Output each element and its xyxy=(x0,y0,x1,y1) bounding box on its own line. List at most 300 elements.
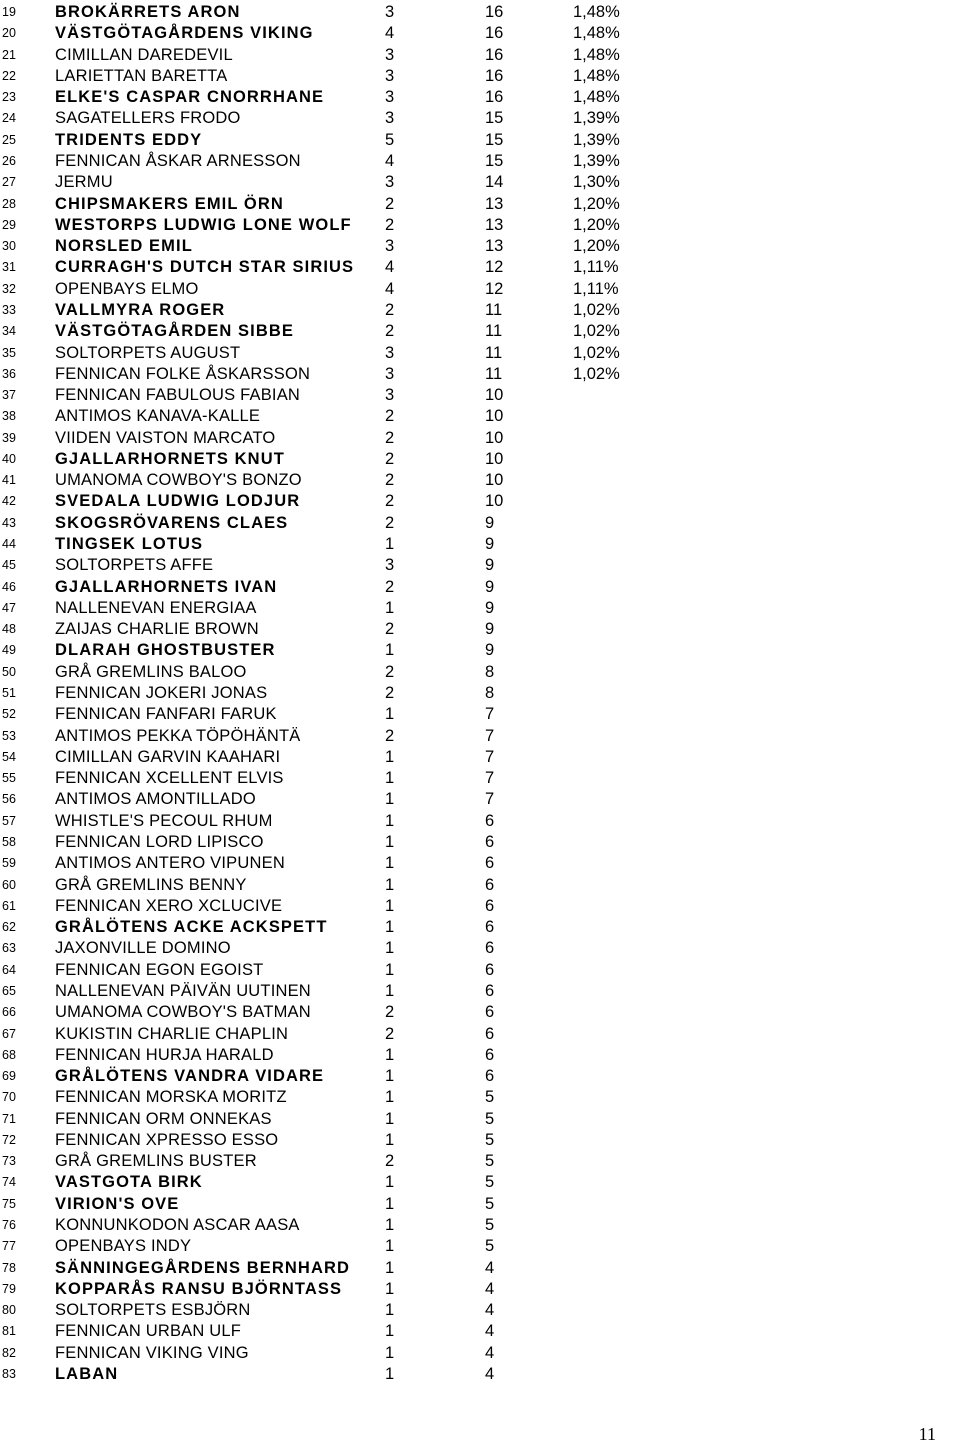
dog-name: FENNICAN FANFARI FARUK xyxy=(55,705,277,724)
percentage: 1,39% xyxy=(573,151,620,170)
dog-name: FENNICAN URBAN ULF xyxy=(55,1322,242,1341)
count-column-2: 6 xyxy=(485,811,495,830)
dog-name: SOLTORPETS AFFE xyxy=(55,556,214,575)
dog-name: KOPPARÅS RANSU BJÖRNTASS xyxy=(55,1279,343,1298)
table-row xyxy=(0,555,960,576)
percentage: 1,02% xyxy=(573,300,620,319)
percentage: 1,20% xyxy=(573,215,620,234)
count-column-1: 3 xyxy=(385,343,395,362)
count-column-1: 1 xyxy=(385,641,395,660)
row-number: 22 xyxy=(2,68,16,83)
dog-name: SAGATELLERS FRODO xyxy=(55,109,241,128)
table-row xyxy=(0,108,960,129)
dog-name: FENNICAN MORSKA MORITZ xyxy=(55,1088,287,1107)
table-row xyxy=(0,1087,960,1108)
table-row xyxy=(0,875,960,896)
count-column-1: 3 xyxy=(385,45,395,64)
count-column-2: 6 xyxy=(485,981,495,1000)
row-number: 42 xyxy=(2,494,16,509)
count-column-1: 3 xyxy=(385,173,395,192)
percentage: 1,11% xyxy=(573,279,619,298)
count-column-2: 6 xyxy=(485,832,495,851)
count-column-2: 13 xyxy=(485,215,504,234)
table-row xyxy=(0,598,960,619)
count-column-2: 6 xyxy=(485,1024,495,1043)
table-row xyxy=(0,66,960,87)
row-number: 31 xyxy=(2,260,16,275)
dog-name: FENNICAN XPRESSO ESSO xyxy=(55,1130,279,1149)
row-number: 59 xyxy=(2,856,16,871)
count-column-2: 16 xyxy=(485,45,504,64)
count-column-1: 5 xyxy=(385,130,395,149)
count-column-1: 1 xyxy=(385,1130,395,1149)
table-row xyxy=(0,1343,960,1364)
row-number: 52 xyxy=(2,707,16,722)
table-row xyxy=(0,640,960,661)
table-row xyxy=(0,981,960,1002)
count-column-2: 6 xyxy=(485,1045,495,1064)
row-number: 78 xyxy=(2,1260,16,1275)
percentage: 1,02% xyxy=(573,364,620,383)
dog-name: ELKE'S CASPAR CNORRHANE xyxy=(55,88,325,107)
count-column-2: 10 xyxy=(485,428,504,447)
row-number: 21 xyxy=(2,47,16,62)
row-number: 73 xyxy=(2,1154,16,1169)
count-column-1: 3 xyxy=(385,3,395,21)
count-column-2: 4 xyxy=(485,1365,495,1383)
page-number: 11 xyxy=(918,1424,936,1444)
table-row xyxy=(0,960,960,981)
count-column-1: 1 xyxy=(385,1279,395,1298)
count-column-1: 2 xyxy=(385,471,395,490)
row-number: 39 xyxy=(2,430,16,445)
count-column-2: 4 xyxy=(485,1258,495,1277)
table-row xyxy=(0,428,960,449)
dog-name: FENNICAN ORM ONNEKAS xyxy=(55,1109,272,1128)
row-number: 53 xyxy=(2,728,16,743)
count-column-2: 12 xyxy=(485,258,504,277)
row-number: 35 xyxy=(2,345,16,360)
percentage: 1,39% xyxy=(573,109,620,128)
count-column-1: 4 xyxy=(385,24,395,43)
table-row xyxy=(0,1194,960,1215)
dog-name: VÄSTGÖTAGÅRDEN SIBBE xyxy=(55,322,294,341)
dog-name: VASTGOTA BIRK xyxy=(55,1173,203,1192)
table-row xyxy=(0,1151,960,1172)
count-column-1: 4 xyxy=(385,258,395,277)
count-column-2: 4 xyxy=(485,1279,495,1298)
table-row xyxy=(0,1321,960,1342)
table-row xyxy=(0,1300,960,1321)
percentage: 1,02% xyxy=(573,322,620,341)
dog-name: BROKÄRRETS ARON xyxy=(55,3,241,21)
row-number: 54 xyxy=(2,749,16,764)
count-column-2: 6 xyxy=(485,875,495,894)
percentage: 1,48% xyxy=(573,66,620,85)
row-number: 20 xyxy=(2,26,16,41)
dog-name: SKOGSRÖVARENS CLAES xyxy=(55,513,289,532)
row-number: 19 xyxy=(2,5,16,19)
count-column-2: 9 xyxy=(485,641,495,660)
dog-name: VÄSTGÖTAGÅRDENS VIKING xyxy=(55,24,314,43)
count-column-2: 5 xyxy=(485,1237,495,1256)
count-column-2: 16 xyxy=(485,3,504,21)
dog-name: OPENBAYS ELMO xyxy=(55,279,199,298)
dog-name: TINGSEK LOTUS xyxy=(55,535,204,554)
count-column-1: 2 xyxy=(385,215,395,234)
count-column-1: 3 xyxy=(385,364,395,383)
row-number: 71 xyxy=(2,1111,16,1126)
table-row xyxy=(0,236,960,257)
percentage: 1,48% xyxy=(573,88,620,107)
table-row xyxy=(0,1130,960,1151)
percentage: 1,48% xyxy=(573,45,620,64)
row-number: 60 xyxy=(2,877,16,892)
count-column-1: 4 xyxy=(385,151,395,170)
table-row xyxy=(0,917,960,938)
count-column-1: 1 xyxy=(385,832,395,851)
count-column-2: 9 xyxy=(485,513,495,532)
table-row xyxy=(0,534,960,555)
table-row xyxy=(0,1364,960,1385)
dog-name: NORSLED EMIL xyxy=(55,237,193,256)
table-row xyxy=(0,768,960,789)
dog-name: GRÅ GREMLINS BUSTER xyxy=(55,1152,257,1171)
count-column-1: 1 xyxy=(385,981,395,1000)
count-column-1: 2 xyxy=(385,300,395,319)
row-number: 29 xyxy=(2,217,16,232)
count-column-2: 12 xyxy=(485,279,504,298)
count-column-2: 8 xyxy=(485,684,495,702)
count-column-2: 9 xyxy=(485,535,495,554)
row-number: 43 xyxy=(2,515,16,530)
table-row xyxy=(0,491,960,512)
dog-name: GRÅ GREMLINS BALOO xyxy=(55,662,247,681)
count-column-1: 2 xyxy=(385,513,395,532)
dog-name: ANTIMOS AMONTILLADO xyxy=(55,790,256,809)
count-column-1: 1 xyxy=(385,1216,395,1235)
count-column-2: 7 xyxy=(485,705,495,724)
row-number: 44 xyxy=(2,537,16,552)
count-column-2: 6 xyxy=(485,1003,495,1022)
count-column-2: 10 xyxy=(485,386,504,405)
row-number: 28 xyxy=(2,196,16,211)
count-column-2: 16 xyxy=(485,66,504,85)
count-column-2: 5 xyxy=(485,1130,495,1149)
percentage: 1,39% xyxy=(573,130,620,149)
count-column-2: 6 xyxy=(485,918,495,937)
count-column-1: 1 xyxy=(385,598,395,617)
percentage: 1,20% xyxy=(573,237,620,256)
count-column-2: 7 xyxy=(485,726,495,745)
table-row xyxy=(0,1236,960,1257)
count-column-2: 5 xyxy=(485,1088,495,1107)
dog-name: CURRAGH'S DUTCH STAR SIRIUS xyxy=(55,258,355,277)
count-column-2: 6 xyxy=(485,1067,495,1086)
table-row xyxy=(0,1215,960,1236)
dog-name: KUKISTIN CHARLIE CHAPLIN xyxy=(55,1024,289,1043)
count-column-2: 10 xyxy=(485,407,504,426)
dog-name: GRÅLÖTENS VANDRA VIDARE xyxy=(55,1067,325,1086)
dog-name: GJALLARHORNETS KNUT xyxy=(55,449,285,468)
row-number: 81 xyxy=(2,1324,16,1339)
row-number: 24 xyxy=(2,111,16,126)
row-number: 56 xyxy=(2,792,16,807)
row-number: 63 xyxy=(2,941,16,956)
count-column-2: 5 xyxy=(485,1216,495,1235)
table-row xyxy=(0,619,960,640)
count-column-1: 1 xyxy=(385,811,395,830)
count-column-1: 1 xyxy=(385,854,395,873)
dog-name: FENNICAN FOLKE ÅSKARSSON xyxy=(55,364,311,383)
table-row xyxy=(0,747,960,768)
dog-name: CHIPSMAKERS EMIL ÖRN xyxy=(55,194,284,213)
count-column-2: 8 xyxy=(485,662,495,681)
row-number: 82 xyxy=(2,1345,16,1360)
dog-name: FENNICAN XCELLENT ELVIS xyxy=(55,769,284,788)
count-column-2: 5 xyxy=(485,1152,495,1171)
table-row xyxy=(0,194,960,215)
row-number: 32 xyxy=(2,281,16,296)
dog-name: CIMILLAN GARVIN KAAHARI xyxy=(55,747,281,766)
count-column-1: 1 xyxy=(385,1109,395,1128)
dog-name: TRIDENTS EDDY xyxy=(55,130,203,149)
table-row xyxy=(0,23,960,44)
count-column-1: 1 xyxy=(385,960,395,979)
percentage: 1,20% xyxy=(573,194,620,213)
count-column-2: 5 xyxy=(485,1109,495,1128)
count-column-1: 2 xyxy=(385,428,395,447)
count-column-1: 1 xyxy=(385,939,395,958)
count-column-2: 16 xyxy=(485,24,504,43)
count-column-1: 1 xyxy=(385,1258,395,1277)
table-row xyxy=(0,130,960,151)
row-number: 37 xyxy=(2,388,16,403)
row-number: 41 xyxy=(2,473,16,488)
row-number: 34 xyxy=(2,324,16,339)
table-row xyxy=(0,726,960,747)
count-column-2: 11 xyxy=(485,322,503,341)
dog-name: LABAN xyxy=(55,1365,119,1383)
row-number: 27 xyxy=(2,175,16,190)
table-row xyxy=(0,1109,960,1130)
count-column-1: 1 xyxy=(385,535,395,554)
dog-name: ANTIMOS KANAVA-KALLE xyxy=(55,407,261,426)
count-column-1: 2 xyxy=(385,726,395,745)
count-column-1: 2 xyxy=(385,407,395,426)
count-column-2: 7 xyxy=(485,790,495,809)
count-column-1: 1 xyxy=(385,1301,395,1320)
table-row xyxy=(0,215,960,236)
dog-name: GJALLARHORNETS IVAN xyxy=(55,577,278,596)
dog-name: WHISTLE'S PECOUL RHUM xyxy=(55,811,273,830)
row-number: 65 xyxy=(2,983,16,998)
row-number: 62 xyxy=(2,920,16,935)
count-column-1: 1 xyxy=(385,790,395,809)
table-row xyxy=(0,662,960,683)
table-row xyxy=(0,1045,960,1066)
count-column-1: 2 xyxy=(385,194,395,213)
row-number: 58 xyxy=(2,834,16,849)
row-number: 49 xyxy=(2,643,16,658)
dog-name: SVEDALA LUDWIG LODJUR xyxy=(55,492,301,511)
dog-name: ZAIJAS CHARLIE BROWN xyxy=(55,620,259,639)
count-column-2: 7 xyxy=(485,747,495,766)
row-number: 72 xyxy=(2,1132,16,1147)
count-column-1: 3 xyxy=(385,237,395,256)
percentage: 1,02% xyxy=(573,343,620,362)
count-column-2: 11 xyxy=(485,343,503,362)
count-column-1: 1 xyxy=(385,1237,395,1256)
dog-name: ANTIMOS PEKKA TÖPÖHÄNTÄ xyxy=(55,726,301,745)
ranking-table xyxy=(0,2,960,1385)
count-column-2: 6 xyxy=(485,854,495,873)
dog-name: JERMU xyxy=(55,173,113,192)
count-column-2: 14 xyxy=(485,173,504,192)
count-column-2: 9 xyxy=(485,620,495,639)
row-number: 48 xyxy=(2,622,16,637)
count-column-1: 1 xyxy=(385,1343,395,1362)
dog-name: WESTORPS LUDWIG LONE WOLF xyxy=(55,215,352,234)
row-number: 68 xyxy=(2,1047,16,1062)
count-column-2: 11 xyxy=(485,364,503,383)
count-column-2: 6 xyxy=(485,960,495,979)
count-column-1: 1 xyxy=(385,896,395,915)
row-number: 25 xyxy=(2,132,16,147)
row-number: 23 xyxy=(2,90,16,105)
row-number: 69 xyxy=(2,1069,16,1084)
percentage: 1,11% xyxy=(573,258,619,277)
table-row xyxy=(0,789,960,810)
row-number: 61 xyxy=(2,898,16,913)
dog-name: GRÅLÖTENS ACKE ACKSPETT xyxy=(55,918,328,937)
count-column-1: 3 xyxy=(385,386,395,405)
count-column-1: 1 xyxy=(385,747,395,766)
count-column-2: 6 xyxy=(485,896,495,915)
count-column-1: 2 xyxy=(385,449,395,468)
dog-name: NALLENEVAN ENERGIAA xyxy=(55,598,257,617)
count-column-1: 3 xyxy=(385,88,395,107)
count-column-2: 4 xyxy=(485,1343,495,1362)
table-row xyxy=(0,811,960,832)
count-column-1: 2 xyxy=(385,492,395,511)
count-column-2: 15 xyxy=(485,151,504,170)
count-column-1: 2 xyxy=(385,1152,395,1171)
row-number: 55 xyxy=(2,771,16,786)
count-column-1: 3 xyxy=(385,556,395,575)
count-column-2: 13 xyxy=(485,237,504,256)
dog-name: LARIETTAN BARETTA xyxy=(55,66,228,85)
count-column-1: 1 xyxy=(385,875,395,894)
table-row xyxy=(0,683,960,704)
count-column-1: 1 xyxy=(385,1194,395,1213)
row-number: 83 xyxy=(2,1367,16,1381)
table-row xyxy=(0,513,960,534)
count-column-1: 2 xyxy=(385,1003,395,1022)
table-row xyxy=(0,343,960,364)
table-row xyxy=(0,1172,960,1193)
row-number: 51 xyxy=(2,686,16,700)
row-number: 45 xyxy=(2,558,16,573)
count-column-1: 1 xyxy=(385,1067,395,1086)
row-number: 74 xyxy=(2,1175,16,1190)
count-column-2: 6 xyxy=(485,939,495,958)
count-column-1: 2 xyxy=(385,620,395,639)
count-column-1: 1 xyxy=(385,1322,395,1341)
count-column-2: 4 xyxy=(485,1322,495,1341)
count-column-1: 1 xyxy=(385,918,395,937)
table-row xyxy=(0,1258,960,1279)
count-column-2: 9 xyxy=(485,577,495,596)
table-row xyxy=(0,257,960,278)
table-row xyxy=(0,406,960,427)
table-row xyxy=(0,151,960,172)
row-number: 64 xyxy=(2,962,16,977)
row-number: 30 xyxy=(2,239,16,254)
table-row xyxy=(0,279,960,300)
dog-name: OPENBAYS INDY xyxy=(55,1237,192,1256)
count-column-1: 2 xyxy=(385,684,395,702)
row-number: 36 xyxy=(2,366,16,381)
table-row xyxy=(0,1066,960,1087)
count-column-2: 9 xyxy=(485,598,495,617)
row-number: 75 xyxy=(2,1196,16,1211)
dog-name: FENNICAN EGON EGOIST xyxy=(55,960,264,979)
table-row xyxy=(0,364,960,385)
table-row xyxy=(0,577,960,598)
table-row xyxy=(0,853,960,874)
dog-name: SOLTORPETS AUGUST xyxy=(55,343,241,362)
percentage: 1,30% xyxy=(573,173,620,192)
count-column-2: 10 xyxy=(485,449,504,468)
dog-name: FENNICAN XERO XCLUCIVE xyxy=(55,896,283,915)
row-number: 67 xyxy=(2,1026,16,1041)
table-row xyxy=(0,321,960,342)
dog-name: UMANOMA COWBOY'S BATMAN xyxy=(55,1003,311,1022)
table-row xyxy=(0,938,960,959)
table-row xyxy=(0,470,960,491)
table-row xyxy=(0,1279,960,1300)
count-column-1: 2 xyxy=(385,577,395,596)
dog-name: NALLENEVAN PÄIVÄN UUTINEN xyxy=(55,981,311,1000)
count-column-1: 3 xyxy=(385,109,395,128)
table-row xyxy=(0,385,960,406)
percentage: 1,48% xyxy=(573,24,620,43)
dog-name: FENNICAN FABULOUS FABIAN xyxy=(55,386,301,405)
dog-name: JAXONVILLE DOMINO xyxy=(55,939,231,958)
table-row xyxy=(0,896,960,917)
count-column-1: 2 xyxy=(385,662,395,681)
table-row xyxy=(0,172,960,193)
count-column-1: 2 xyxy=(385,1024,395,1043)
row-number: 80 xyxy=(2,1303,16,1318)
dog-name: VIRION'S OVE xyxy=(55,1194,180,1213)
row-number: 77 xyxy=(2,1239,16,1254)
count-column-1: 1 xyxy=(385,1088,395,1107)
dog-name: FENNICAN ÅSKAR ARNESSON xyxy=(55,151,301,170)
table-row xyxy=(0,449,960,470)
dog-name: FENNICAN LORD LIPISCO xyxy=(55,832,264,851)
row-number: 46 xyxy=(2,579,16,594)
count-column-1: 2 xyxy=(385,322,395,341)
table-row xyxy=(0,87,960,108)
row-number: 47 xyxy=(2,600,16,615)
count-column-2: 10 xyxy=(485,492,504,511)
count-column-2: 10 xyxy=(485,471,504,490)
dog-name: VALLMYRA ROGER xyxy=(55,300,226,319)
count-column-1: 3 xyxy=(385,66,395,85)
count-column-2: 5 xyxy=(485,1173,495,1192)
